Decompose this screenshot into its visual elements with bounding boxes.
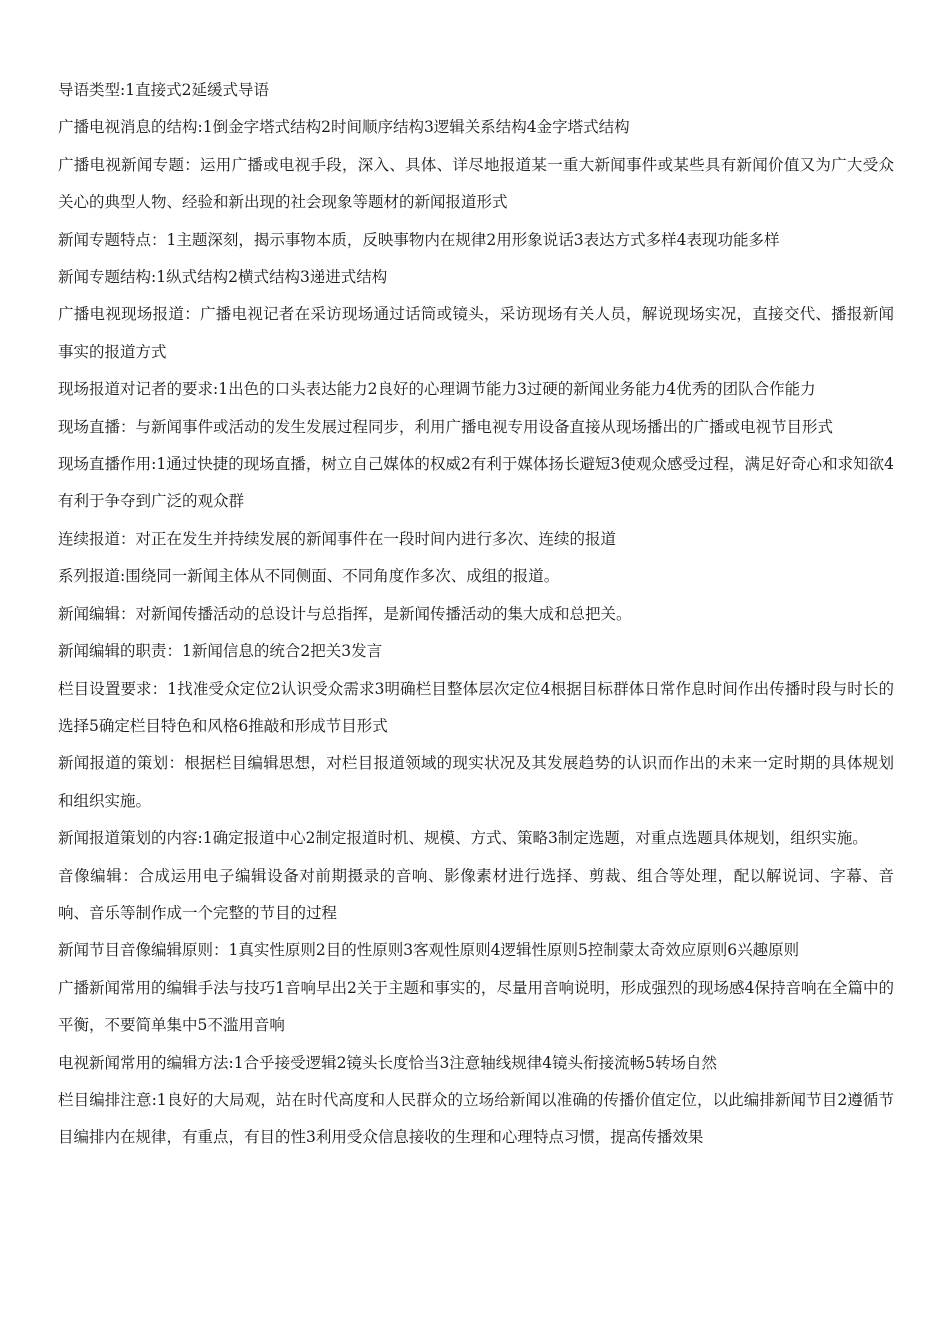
paragraph-editor-duties: 新闻编辑的职责：1新闻信息的统合2把关3发言: [58, 642, 383, 661]
paragraph-continuous-report: 连续报道：对正在发生并持续发展的新闻事件在一段时间内进行多次、连续的报道: [58, 529, 617, 548]
paragraph-planning-content: 新闻报道策划的内容:1确定报道中心2制定报道时机、规模、方式、策略3制定选题，对重点选题具体规划，组织实施。: [58, 829, 868, 848]
paragraph-field-report: 广播电视现场报道：广播电视记者在采访现场通过话筒或镜头，采访现场有关人员，解说现场实况，直接交代、播报新闻事实的报道方式: [58, 305, 894, 361]
paragraph-column-arrangement: 栏目编排注意:1良好的大局观，站在时代高度和人民群众的立场给新闻以准确的传播价值定位，以此编排新闻节目2遵循节目编排内在规律，有重点，有目的性3利用受众信息接收的生理和心理特点习惯，提高传播效果: [58, 1090, 894, 1147]
paragraph-news-feature: 广播电视新闻专题：运用广播或电视手段，深入、具体、详尽地报道某一重大新闻事件或某些具有新闻价值又为广大受众关心的典型人物、经验和新出现的社会现象等题材的新闻报道形式: [58, 155, 894, 212]
paragraph-live-broadcast: 现场直播：与新闻事件或活动的发生发展过程同步，利用广播电视专用设备直接从现场播出的广播或电视节目形式: [58, 417, 834, 436]
paragraph-report-planning: 新闻报道的策划：根据栏目编辑思想，对栏目报道领域的现实状况及其发展趋势的认识而作出的未来一定时期的具体规划和组织实施。: [58, 754, 894, 810]
paragraph-lead-types: 导语类型:1直接式2延缓式导语: [58, 81, 269, 99]
document-body: [58, 72, 894, 1157]
paragraph-news-structure: 广播电视消息的结构:1倒金字塔式结构2时间顺序结构3逻辑关系结构4金字塔式结构: [58, 118, 630, 137]
paragraph-feature-structure: 新闻专题结构:1纵式结构2横式结构3递进式结构: [58, 268, 388, 287]
paragraph-news-editing: 新闻编辑：对新闻传播活动的总设计与总指挥，是新闻传播活动的集大成和总把关。: [58, 604, 632, 623]
paragraph-live-broadcast-role: 现场直播作用:1通过快捷的现场直播，树立自己媒体的权威2有利于媒体扬长避短3使观众感受过程，满足好奇心和求知欲4有利于争夺到广泛的观众群: [58, 455, 894, 511]
paragraph-radio-techniques: 广播新闻常用的编辑手法与技巧1音响早出2关于主题和事实的，尽量用音响说明，形成强烈的现场感4保持音响在全篇中的平衡，不要简单集中5不滥用音响: [58, 978, 894, 1035]
paragraph-series-report: 系列报道:围绕同一新闻主体从不同侧面、不同角度作多次、成组的报道。: [58, 567, 560, 586]
paragraph-reporter-requirements: 现场报道对记者的要求:1出色的口头表达能力2良好的心理调节能力3过硬的新闻业务能力4优秀的团队合作能力: [58, 380, 816, 399]
paragraph-av-principles: 新闻节目音像编辑原则：1真实性原则2目的性原则3客观性原则4逻辑性原则5控制蒙太奇效应原则6兴趣原则: [58, 941, 800, 960]
paragraph-feature-traits: 新闻专题特点：1主题深刻，揭示事物本质，反映事物内在规律2用形象说话3表达方式多样4表现功能多样: [58, 230, 780, 249]
paragraph-column-setup: 栏目设置要求：1找准受众定位2认识受众需求3明确栏目整体层次定位4根据目标群体日常作息时间作出传播时段与时长的选择5确定栏目特色和风格6推敲和形成节目形式: [58, 679, 894, 735]
paragraph-tv-methods: 电视新闻常用的编辑方法:1合乎接受逻辑2镜头长度恰当3注意轴线规律4镜头衔接流畅5转场自然: [58, 1053, 718, 1072]
paragraph-av-editing: 音像编辑：合成运用电子编辑设备对前期摄录的音响、影像素材进行选择、剪裁、组合等处理，配以解说词、字幕、音响、音乐等制作成一个完整的节目的过程: [58, 866, 894, 922]
